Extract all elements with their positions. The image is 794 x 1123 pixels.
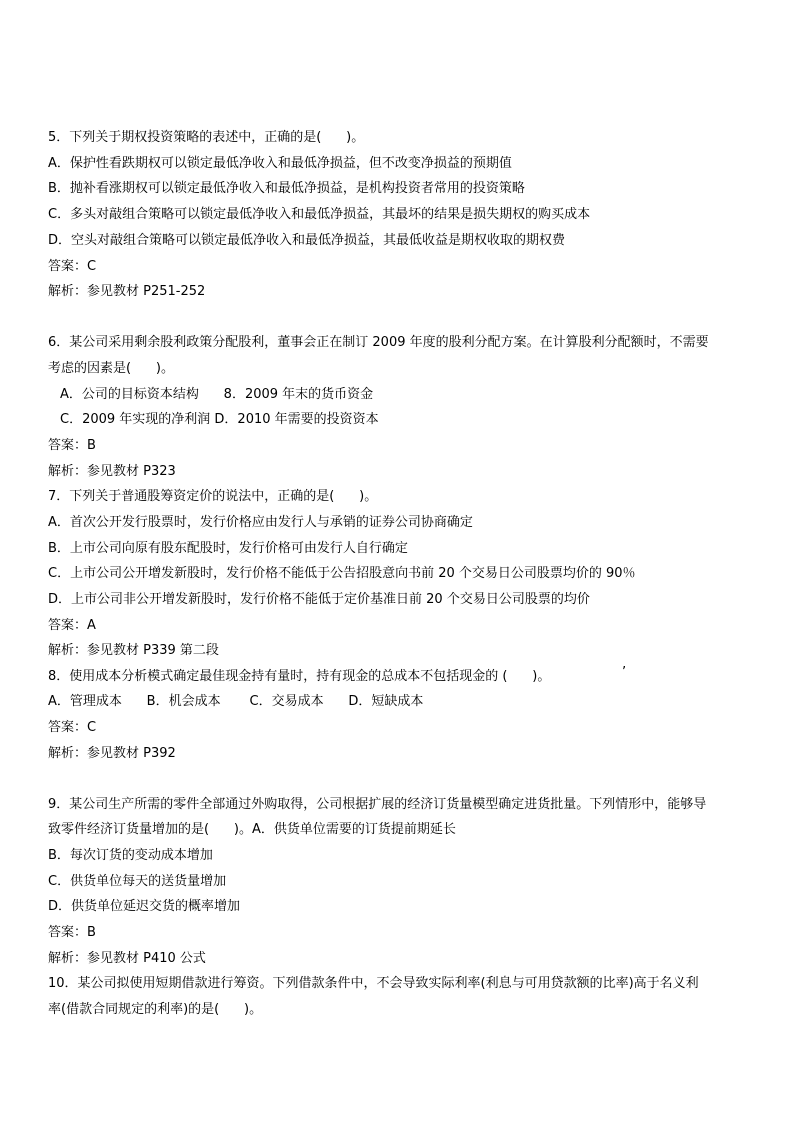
- q9-option-b: B．每次订货的变动成本增加: [48, 848, 213, 863]
- q9-option-c: C．供货单位每天的送货量增加: [48, 874, 227, 889]
- q7-option-a: A．首次公开发行股票时，发行价格应由发行人与承销的证券公司协商确定: [48, 515, 473, 530]
- q6-options-cd: C．2009 年实现的净利润 D．2010 年需要的投资资本: [60, 412, 379, 427]
- q5-answer: 答案：C: [48, 259, 97, 274]
- q6-stem-line2: 考虑的因素是( )。: [48, 361, 174, 376]
- q6-stem-line1: 6．某公司采用剩余股利政策分配股利，董事会正在制订 2009 年度的股利分配方案。在计算股利分配额时，不需要: [48, 335, 709, 350]
- q8-answer: 答案：C: [48, 720, 97, 735]
- q7-analysis: 解析：参见教材 P339 第二段: [48, 643, 219, 658]
- q9-analysis: 解析：参见教材 P410 公式: [48, 951, 206, 966]
- q5-option-c: C．多头对敲组合策略可以锁定最低净收入和最低净损益，其最坏的结果是损失期权的购买成本: [48, 207, 591, 222]
- q9-option-d: D．供货单位延迟交货的概率增加: [48, 899, 241, 914]
- q7-stem: 7．下列关于普通股筹资定价的说法中，正确的是( )。: [48, 489, 378, 504]
- q8-options: A．管理成本 B．机会成本 C．交易成本 D．短缺成本: [48, 694, 424, 709]
- q9-stem-line1: 9．某公司生产所需的零件全部通过外购取得，公司根据扩展的经济订货量模型确定进货批量。下列情形中，能够导: [48, 797, 707, 812]
- q9-answer: 答案：B: [48, 925, 96, 940]
- q6-analysis: 解析：参见教材 P323: [48, 464, 176, 479]
- q7-option-c: C．上市公司公开增发新股时，发行价格不能低于公告招股意向书前 20 个交易日公司股票均价的 90％: [48, 566, 636, 581]
- q10-stem-line1: 10．某公司拟使用短期借款进行筹资。下列借款条件中，不会导致实际利率(利息与可用贷款额的比率)高于名义利: [48, 976, 699, 991]
- q9-stem-line2: 致零件经济订货量增加的是( )。A．供货单位需要的订货提前期延长: [48, 822, 456, 837]
- q10-stem-line2: 率(借款合同规定的利率)的是( )。: [48, 1002, 263, 1017]
- q7-option-b: B．上市公司向原有股东配股时，发行价格可由发行人自行确定: [48, 541, 408, 556]
- q5-option-d: D．空头对敲组合策略可以锁定最低净收入和最低净损益，其最低收益是期权收取的期权费: [48, 233, 566, 248]
- q8-stem: 8．使用成本分析模式确定最佳现金持有量时，持有现金的总成本不包括现金的 ( )。: [48, 669, 551, 684]
- q7-answer: 答案：A: [48, 618, 96, 633]
- q5-analysis: 解析：参见教材 P251-252: [48, 284, 206, 299]
- q8-analysis: 解析：参见教材 P392: [48, 746, 176, 761]
- q7-option-d: D．上市公司非公开增发新股时，发行价格不能低于定价基准日前 20 个交易日公司股票的均价: [48, 592, 590, 607]
- q6-answer: 答案：B: [48, 438, 96, 453]
- q6-options-ab: A．公司的目标资本结构 8．2009 年末的货币资金: [60, 387, 374, 402]
- q5-stem: 5．下列关于期权投资策略的表述中，正确的是( )。: [48, 130, 365, 145]
- q5-option-b: B．抛补看涨期权可以锁定最低净收入和最低净损益，是机构投资者常用的投资策略: [48, 181, 525, 196]
- q8-stray-mark: ’: [622, 665, 627, 680]
- q5-option-a: A．保护性看跌期权可以锁定最低净收入和最低净损益，但不改变净损益的预期值: [48, 156, 512, 171]
